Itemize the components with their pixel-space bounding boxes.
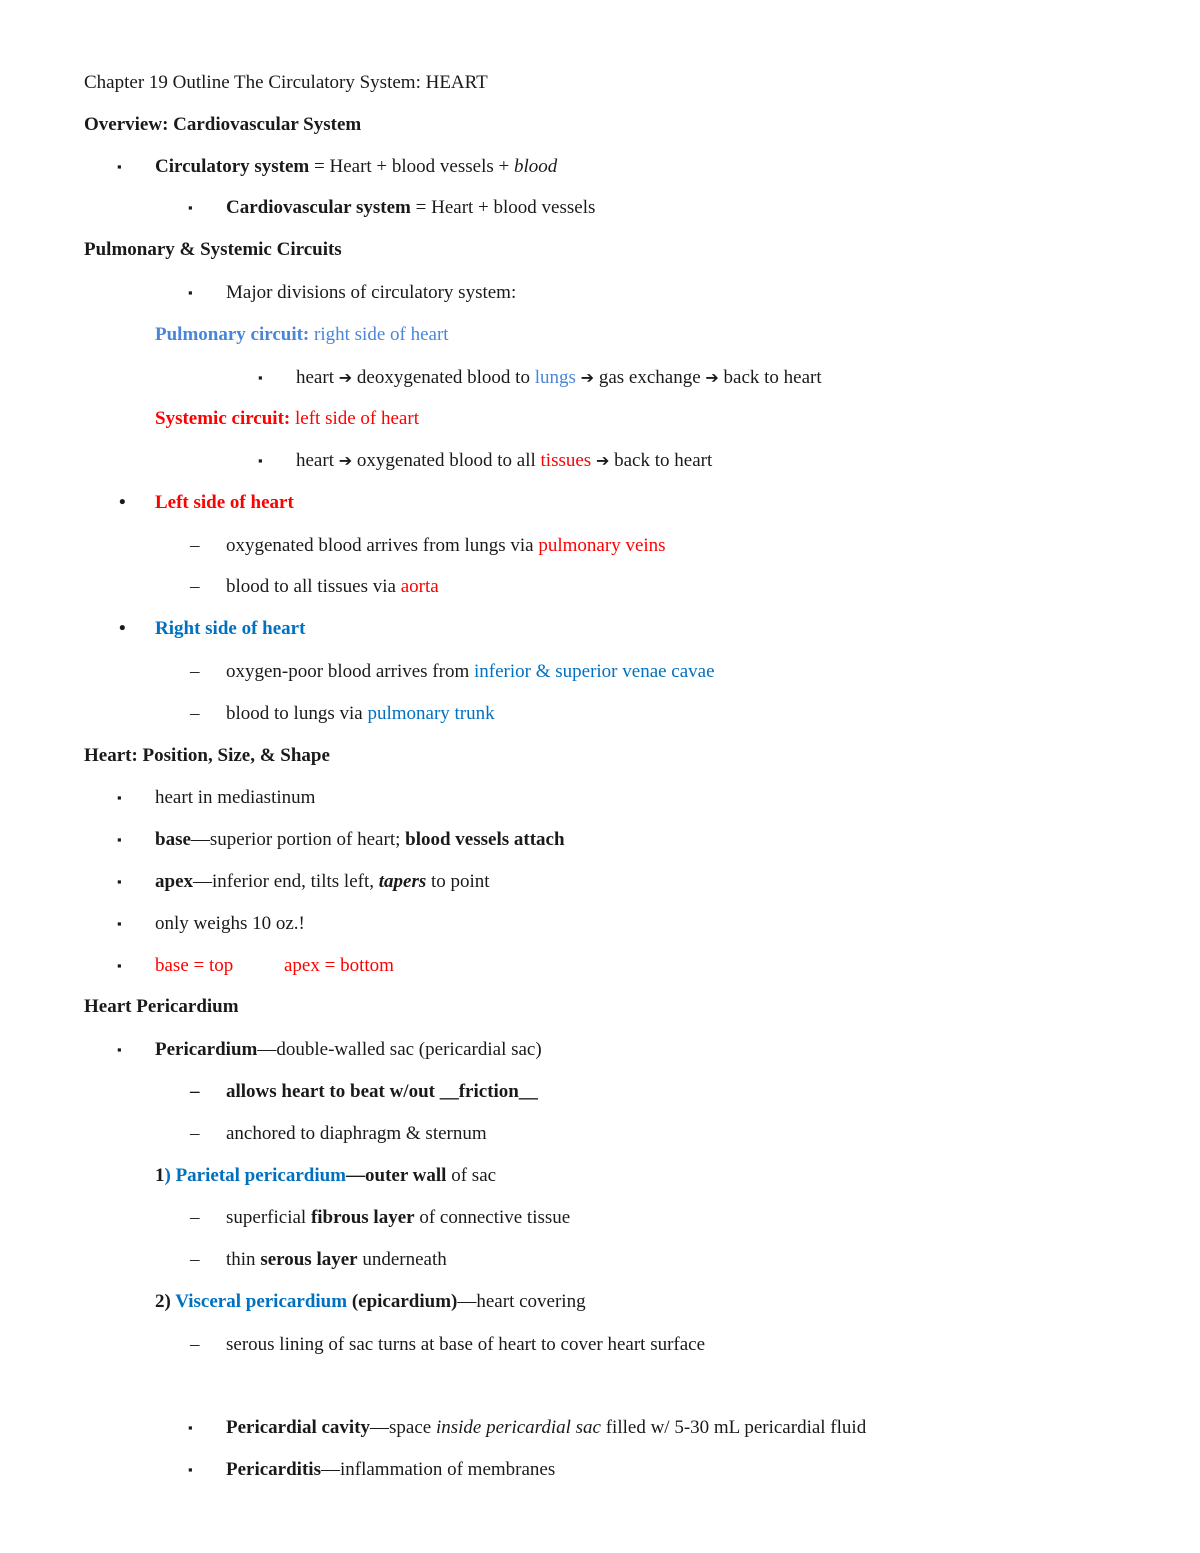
flow-text: deoxygenated blood to [352,367,535,388]
systemic-circuit-line [155,407,419,431]
vessels-attach: blood vessels attach [405,829,565,850]
flow-text: heart [296,367,339,388]
serous-layer-item [226,1248,447,1272]
parietal-line [155,1164,496,1188]
left-side-item-1 [226,534,666,558]
venae-cavae-term: inferior & superior venae cavae [474,661,715,682]
tissues-term: tissues [540,450,592,471]
square-bullet: ▪ [117,874,122,889]
mediastinum-item: heart in mediastinum [155,787,316,808]
square-bullet: ▪ [117,958,122,973]
left-side-item-2 [226,575,439,599]
item-text: —heart covering [457,1291,586,1312]
flow-text: back to heart [609,450,713,471]
circulatory-system-item [155,155,557,179]
dash-bullet: – [190,1207,200,1228]
tapers-term: tapers [378,871,427,892]
square-bullet: ▪ [117,159,122,174]
round-bullet: • [119,492,126,513]
pericardial-cavity-term: Pericardial cavity [226,1417,371,1438]
item-text: thin [226,1249,261,1270]
friction-item: allows heart to beat w/out __friction__ [226,1081,538,1102]
weight-item: only weighs 10 oz.! [155,913,305,934]
apex-term: apex [155,871,193,892]
right-side-item-2 [226,702,495,726]
serous-lining-item: serous lining of sac turns at base of heart to cover heart surface [226,1334,706,1355]
document-title: Chapter 19 Outline The Circulatory System: HEART [84,72,488,93]
square-bullet: ▪ [117,832,122,847]
cardiovascular-system-def: = Heart + blood vessels [410,197,596,218]
pulmonary-circuit-line [155,323,449,347]
apex-item [155,870,490,894]
arrow-right-icon: ➔ [595,451,610,470]
square-bullet: ▪ [188,1420,193,1435]
round-bullet: • [119,618,126,639]
flow-text: heart [296,450,339,471]
circulatory-system-def: = Heart + blood vessels + [309,156,514,177]
square-bullet: ▪ [258,453,263,468]
circulatory-system-term: Circulatory system [155,156,310,177]
pulmonary-flow [296,366,822,390]
base-top-note: base = top [155,955,234,976]
visceral-line [155,1290,586,1314]
item-text: —inflammation of membranes [320,1459,556,1480]
flow-text: back to heart [718,367,822,388]
outer-wall: —outer wall [346,1165,447,1186]
pericarditis-term: Pericarditis [226,1459,321,1480]
square-bullet: ▪ [188,200,193,215]
item-text: blood to all tissues via [226,576,401,597]
lungs-term: lungs [534,367,576,388]
major-divisions: Major divisions of circulatory system: [226,282,517,303]
square-bullet: ▪ [188,1462,193,1477]
square-bullet: ▪ [117,1042,122,1057]
pericardium-term: Pericardium [155,1039,258,1060]
anchored-item: anchored to diaphragm & sternum [226,1123,487,1144]
heading-overview: Overview: Cardiovascular System [84,114,362,135]
square-bullet: ▪ [117,790,122,805]
fibrous-layer-term: fibrous layer [310,1207,415,1228]
parietal-term: ) Parietal pericardium [164,1165,347,1186]
dash-bullet: – [190,1123,200,1144]
circulatory-blood: blood [513,156,558,177]
epicardium-term: (epicardium) [347,1291,458,1312]
item-text: —double-walled sac (pericardial sac) [257,1039,542,1060]
left-side-heading: Left side of heart [155,492,294,513]
item-text: to point [426,871,490,892]
cardiovascular-system-item [226,196,595,220]
item-text: underneath [357,1249,447,1270]
item-text: oxygenated blood arrives from lungs via [226,535,539,556]
pericardial-cavity-item [226,1416,866,1440]
flow-text: gas exchange [594,367,706,388]
dash-bullet: – [190,576,200,597]
heading-position: Heart: Position, Size, & Shape [84,745,330,766]
base-item [155,828,565,852]
item-text: filled w/ 5-30 mL pericardial fluid [600,1417,867,1438]
item-text: of sac [446,1165,497,1186]
heading-pericardium: Heart Pericardium [84,996,239,1017]
fibrous-layer-item [226,1206,570,1230]
item-text: —superior portion of heart; [190,829,406,850]
systemic-flow [296,449,712,473]
dash-bullet: – [190,703,200,724]
heading-circuits: Pulmonary & Systemic Circuits [84,239,342,260]
aorta-term: aorta [400,576,439,597]
cardiovascular-system-term: Cardiovascular system [226,197,411,218]
systemic-circuit-side: left side of heart [290,408,419,429]
item-text: oxygen-poor blood arrives from [226,661,474,682]
systemic-circuit-label: Systemic circuit: [155,408,291,429]
pericarditis-item [226,1458,555,1482]
dash-bullet: – [190,661,200,682]
item-text: superficial [226,1207,311,1228]
parietal-number: 1 [155,1165,165,1186]
pulmonary-trunk-term: pulmonary trunk [367,703,495,724]
base-term: base [155,829,191,850]
square-bullet: ▪ [258,370,263,385]
arrow-right-icon: ➔ [705,368,719,387]
visceral-term: Visceral pericardium [175,1291,348,1312]
item-text: blood to lungs via [226,703,368,724]
dash-bullet: – [190,1334,200,1355]
arrow-right-icon: ➔ [338,451,353,470]
pulmonary-veins-term: pulmonary veins [538,535,666,556]
item-text: of connective tissue [414,1207,571,1228]
arrow-right-icon: ➔ [580,368,595,387]
pulmonary-circuit-side: right side of heart [309,324,449,345]
right-side-item-1 [226,660,715,684]
item-text: —inferior end, tilts left, [193,871,379,892]
pulmonary-circuit-label: Pulmonary circuit: [155,324,310,345]
flow-text: oxygenated blood to all [352,450,541,471]
visceral-number: 2) [155,1291,176,1312]
pericardium-item [155,1038,542,1062]
dash-bullet: – [190,535,200,556]
inside-sac: inside pericardial sac [435,1417,601,1438]
square-bullet: ▪ [188,285,193,300]
apex-bottom-note: apex = bottom [284,955,394,976]
square-bullet: ▪ [117,916,122,931]
item-text: —space [370,1417,436,1438]
arrow-right-icon: ➔ [338,368,353,387]
dash-bullet: – [190,1081,200,1102]
right-side-heading: Right side of heart [155,618,306,639]
serous-layer-term: serous layer [260,1249,358,1270]
dash-bullet: – [190,1249,200,1270]
